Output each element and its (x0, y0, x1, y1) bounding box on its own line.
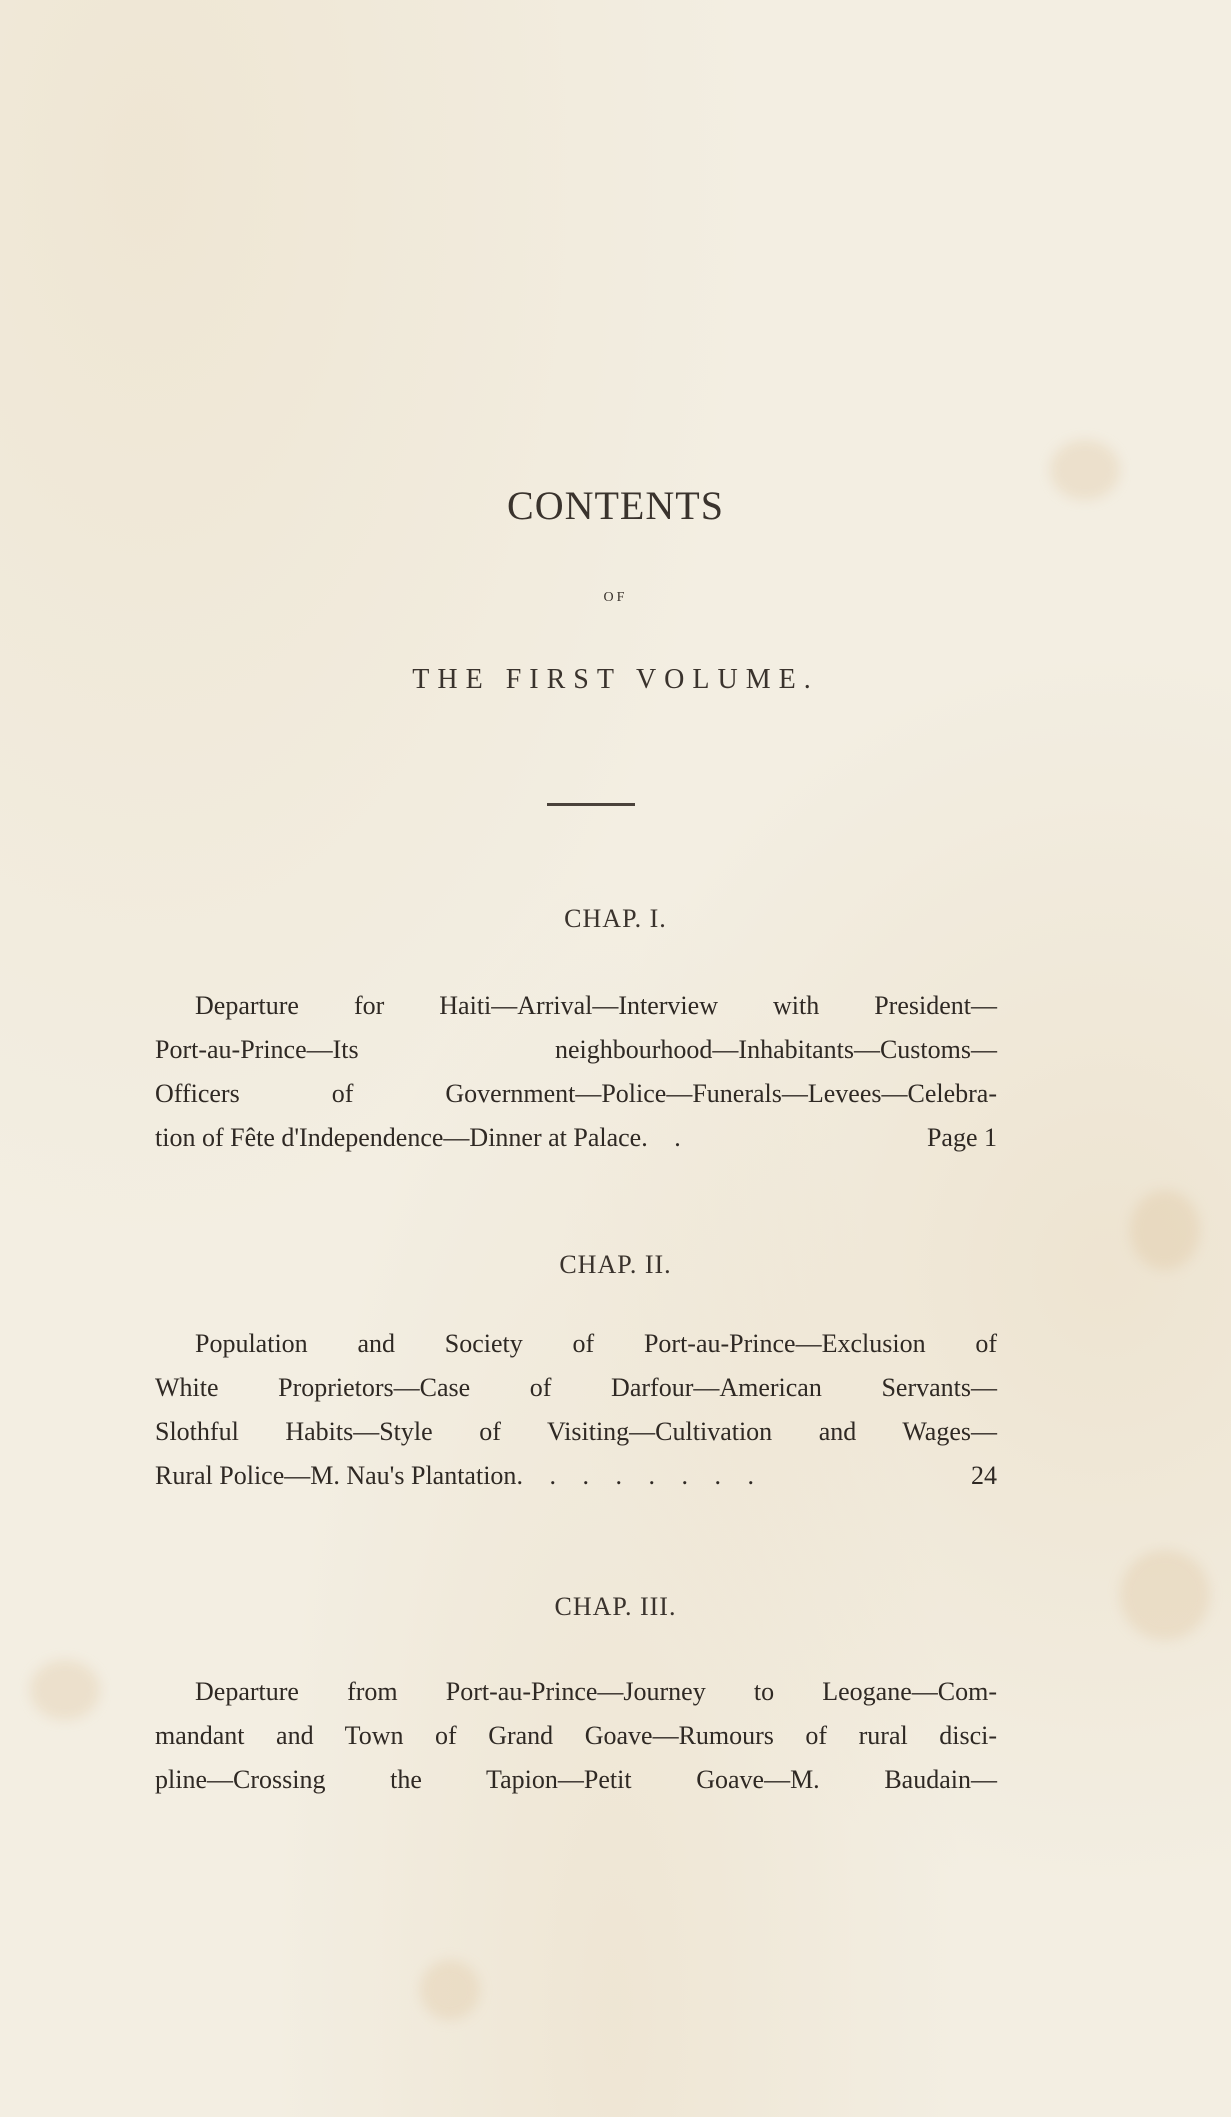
contents-title: CONTENTS (507, 483, 724, 528)
chapter-2-line: Population and Society of Port-au-Prince—Exclusion of (195, 1329, 997, 1358)
chapter-2-page: 24 (971, 1461, 997, 1490)
chapter-1-line: Departure for Haiti—Arrival—Interview with President— (195, 991, 997, 1020)
contents-of: OF (603, 590, 628, 605)
chapter-1-title: CHAP. I. (564, 904, 667, 933)
volume-subtitle: THE FIRST VOLUME. (412, 664, 819, 695)
chapter-3-summary (155, 1670, 997, 1802)
chapter-3-line: mandant and Town of Grand Goave—Rumours of rural disci- (155, 1721, 997, 1750)
chapter-3-title: CHAP. III. (554, 1592, 677, 1621)
dot-leader: . . (641, 1123, 691, 1152)
chapter-3-line: pline—Crossing the Tapion—Petit Goave—M. Baudain— (155, 1765, 997, 1794)
chapter-1-last-line (155, 1116, 997, 1160)
chapter-1-page: Page 1 (926, 1123, 997, 1152)
chapter-1-line: tion of Fête d'Independence—Dinner at Palace (155, 1123, 642, 1152)
chapter-2-line: Slothful Habits—Style of Visiting—Cultivation and Wages— (155, 1417, 997, 1446)
chapter-2-line: Rural Police—M. Nau's Plantation (155, 1461, 517, 1490)
chapter-2-title: CHAP. II. (559, 1250, 672, 1279)
dot-leader: . . . . . . . . (516, 1461, 764, 1490)
chapter-1-line: Port-au-Prince—Its neighbourhood—Inhabitants—Customs— (155, 1035, 997, 1064)
chapter-2-line: White Proprietors—Case of Darfour—American Servants— (155, 1373, 997, 1402)
chapter-2-summary (155, 1322, 997, 1498)
chapter-3-line: Departure from Port-au-Prince—Journey to Leogane—Com- (195, 1677, 997, 1706)
foxing-stain (30, 1660, 100, 1720)
title-divider (547, 803, 635, 806)
chapter-1-line: Officers of Government—Police—Funerals—Levees—Celebra- (155, 1079, 997, 1108)
foxing-stain (420, 1960, 480, 2020)
chapter-1-summary (155, 984, 997, 1160)
chapter-2-last-line (155, 1454, 997, 1498)
